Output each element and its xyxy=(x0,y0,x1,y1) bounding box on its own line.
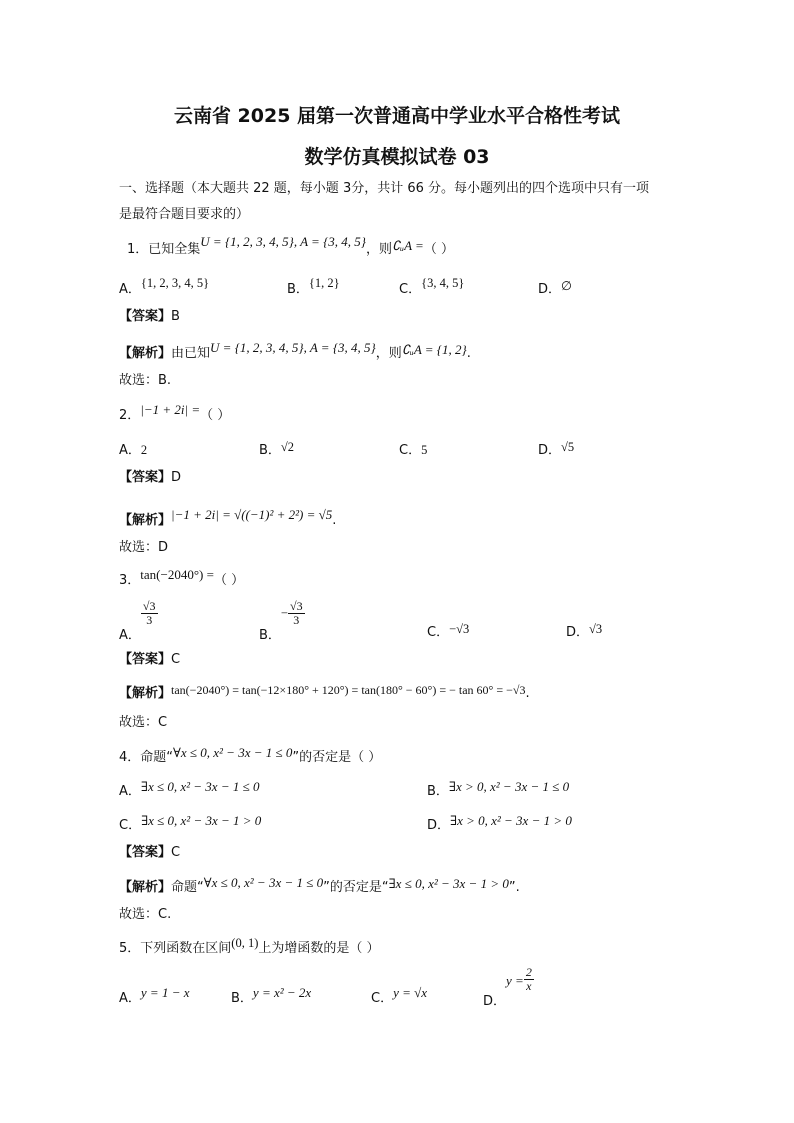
q2-stem-end: （ ） xyxy=(200,408,231,423)
q2-option-a xyxy=(119,441,147,460)
option-label: B． xyxy=(259,443,281,458)
option-label: C． xyxy=(399,282,422,297)
q1-stem-math2: ∁ᵤA = xyxy=(392,238,424,253)
q1-option-c xyxy=(399,276,465,299)
analysis-text: . xyxy=(466,346,471,361)
choose-label: 故选： xyxy=(119,715,159,730)
option-label: A． xyxy=(119,784,141,799)
q1-option-d xyxy=(538,280,572,299)
exam-title: 云南省 2025 届第一次普通高中学业水平合格性考试 xyxy=(173,105,621,127)
analysis-text: ”. xyxy=(508,880,520,895)
q1-stem-math: U = {1, 2, 3, 4, 5}, A = {3, 4, 5} xyxy=(200,234,366,249)
answer-value: D xyxy=(171,470,182,485)
q4-analysis xyxy=(119,875,520,897)
section-header-line1: 一、选择题（本大题共 22 题，每小题 3分，共计 66 分。每小题列出的四个选项中只有一项 xyxy=(119,181,650,196)
choose-value: C xyxy=(158,715,168,730)
option-text: y = x² − 2x xyxy=(252,985,312,1000)
option-label: B． xyxy=(427,784,449,799)
answer-label: 【答案】 xyxy=(119,652,172,667)
q4-option-c xyxy=(119,813,262,835)
q3-stem-prefix: 3． xyxy=(119,573,141,588)
fraction-numerator: √3 xyxy=(142,599,156,613)
answer-value: C xyxy=(171,845,181,860)
q4-choose xyxy=(119,906,171,924)
option-text: y = √x xyxy=(393,985,428,1000)
option-label: B． xyxy=(287,282,309,297)
q2-answer xyxy=(119,469,181,487)
q3-option-a xyxy=(119,599,158,643)
option-text: ∃x ≤ 0, x² − 3x − 1 > 0 xyxy=(141,813,262,828)
q1-stem xyxy=(127,234,454,259)
option-label: C． xyxy=(427,625,450,640)
q3-stem-math: tan(−2040°) = xyxy=(140,567,214,582)
option-text: {1, 2} xyxy=(308,276,340,290)
q5-option-a xyxy=(119,985,190,1008)
exam-subtitle: 数学仿真模拟试卷 03 xyxy=(304,146,490,168)
choose-label: 故选： xyxy=(119,540,159,555)
q1-stem-mid: ，则 xyxy=(365,242,392,257)
choose-value: B. xyxy=(158,373,172,388)
q2-choose xyxy=(119,539,168,557)
q2-stem xyxy=(119,402,231,425)
analysis-math: |−1 + 2i| = √((−1)² + 2²) = √5 xyxy=(171,507,333,522)
analysis-label: 【解析】 xyxy=(119,880,172,895)
option-label: A． xyxy=(119,443,141,458)
q2-stem-math: |−1 + 2i| = xyxy=(140,402,201,417)
answer-value: C xyxy=(171,652,181,667)
option-text: ∃x ≤ 0, x² − 3x − 1 ≤ 0 xyxy=(140,779,260,794)
option-label: D． xyxy=(566,625,590,640)
q1-stem-prefix: 1．已知全集 xyxy=(127,242,201,257)
q5-option-b xyxy=(231,985,312,1008)
analysis-text: ，则 xyxy=(375,346,402,361)
q5-stem-prefix: 5．下列函数在区间 xyxy=(119,941,232,956)
q5-option-d xyxy=(483,965,534,1009)
q5-option-c xyxy=(371,985,428,1008)
fraction-denominator: 3 xyxy=(293,613,300,627)
q5-stem xyxy=(119,936,380,958)
option-text: {3, 4, 5} xyxy=(421,276,465,290)
answer-label: 【答案】 xyxy=(119,470,172,485)
option-text: −√3 xyxy=(449,622,470,636)
q3-analysis xyxy=(119,684,530,703)
analysis-math: ∀x ≤ 0, x² − 3x − 1 ≤ 0 xyxy=(203,875,324,890)
answer-label: 【答案】 xyxy=(119,309,172,324)
choose-label: 故选： xyxy=(119,907,159,922)
q2-option-b xyxy=(259,441,294,460)
option-sign: − xyxy=(280,606,288,620)
analysis-math: ∃x ≤ 0, x² − 3x − 1 > 0 xyxy=(388,876,509,891)
option-text: ∃x > 0, x² − 3x − 1 ≤ 0 xyxy=(448,779,570,794)
analysis-text: ”的否定是“ xyxy=(323,880,389,895)
q3-stem xyxy=(119,567,245,590)
q3-answer xyxy=(119,651,180,669)
option-label: D． xyxy=(427,818,451,833)
q1-option-b xyxy=(287,276,340,299)
fraction-numerator: √3 xyxy=(289,599,303,613)
option-label: A． xyxy=(119,628,141,643)
option-text: √3 xyxy=(589,622,603,636)
analysis-label: 【解析】 xyxy=(119,686,172,701)
analysis-text: . xyxy=(332,513,337,528)
fraction-numerator: 2 xyxy=(525,965,532,979)
analysis-math: ∁ᵤA = {1, 2} xyxy=(401,342,467,357)
fraction xyxy=(288,600,305,627)
option-text: {1, 2, 3, 4, 5} xyxy=(140,276,210,290)
q4-option-b xyxy=(427,779,570,801)
option-text: 2 xyxy=(140,443,148,457)
option-label: C． xyxy=(371,991,394,1006)
option-text: ∅ xyxy=(561,279,572,293)
option-text: y = 1 − x xyxy=(140,985,190,1000)
analysis-text: 由已知 xyxy=(171,346,211,361)
fraction xyxy=(524,966,534,993)
analysis-math: U = {1, 2, 3, 4, 5}, A = {3, 4, 5} xyxy=(210,340,376,355)
analysis-label: 【解析】 xyxy=(119,513,172,528)
q1-analysis xyxy=(119,340,471,363)
q5-stem-end: 上为增函数的是（ ） xyxy=(258,941,380,956)
option-label: D． xyxy=(538,443,562,458)
analysis-text: . xyxy=(525,686,530,701)
choose-value: C. xyxy=(158,907,172,922)
option-label: A． xyxy=(119,991,141,1006)
q5-stem-math: (0, 1) xyxy=(231,936,259,950)
q4-stem-math: ∀x ≤ 0, x² − 3x − 1 ≤ 0 xyxy=(173,745,293,760)
option-text: y = xyxy=(506,973,524,988)
q4-stem xyxy=(119,745,382,767)
q2-option-d xyxy=(538,441,574,460)
option-text: 5 xyxy=(421,443,428,457)
q4-option-d xyxy=(427,813,572,835)
q3-choose xyxy=(119,714,167,732)
q2-stem-prefix: 2． xyxy=(119,408,141,423)
option-text: √5 xyxy=(561,440,575,454)
option-text: ∃x > 0, x² − 3x − 1 > 0 xyxy=(450,813,572,828)
fraction xyxy=(141,600,158,627)
answer-label: 【答案】 xyxy=(119,845,172,860)
q4-stem-prefix: 4．命题“ xyxy=(119,750,174,765)
choose-value: D xyxy=(158,540,169,555)
choose-label: 故选： xyxy=(119,373,159,388)
option-label: D． xyxy=(538,282,562,297)
option-label: B． xyxy=(231,991,253,1006)
q1-answer xyxy=(119,308,180,326)
q4-answer xyxy=(119,844,180,862)
analysis-math: tan(−2040°) = tan(−12×180° + 120°) = tan(180° − 60°) = − tan 60° = −√3 xyxy=(171,683,526,697)
q1-choose xyxy=(119,372,171,390)
option-label: A． xyxy=(119,282,141,297)
answer-value: B xyxy=(171,309,180,324)
q3-option-c xyxy=(427,623,469,642)
option-label: C． xyxy=(399,443,422,458)
q3-stem-end: （ ） xyxy=(213,573,245,588)
analysis-text: 命题“ xyxy=(171,880,204,895)
fraction-denominator: 3 xyxy=(146,613,153,627)
option-label: D． xyxy=(483,994,507,1009)
section-header-line2: 是最符合题目要求的） xyxy=(119,207,250,222)
q4-stem-end: ”的否定是（ ） xyxy=(292,750,382,765)
q3-option-d xyxy=(566,623,602,642)
analysis-label: 【解析】 xyxy=(119,346,172,361)
option-text: √2 xyxy=(280,440,295,454)
q3-option-b xyxy=(259,599,305,643)
q2-option-c xyxy=(399,441,427,460)
q1-option-a xyxy=(119,276,210,299)
q4-option-a xyxy=(119,779,260,801)
fraction-denominator: x xyxy=(526,979,532,993)
option-label: C． xyxy=(119,818,142,833)
option-label: B． xyxy=(259,628,281,643)
q1-stem-end: （ ） xyxy=(423,242,454,257)
q2-analysis xyxy=(119,507,337,530)
